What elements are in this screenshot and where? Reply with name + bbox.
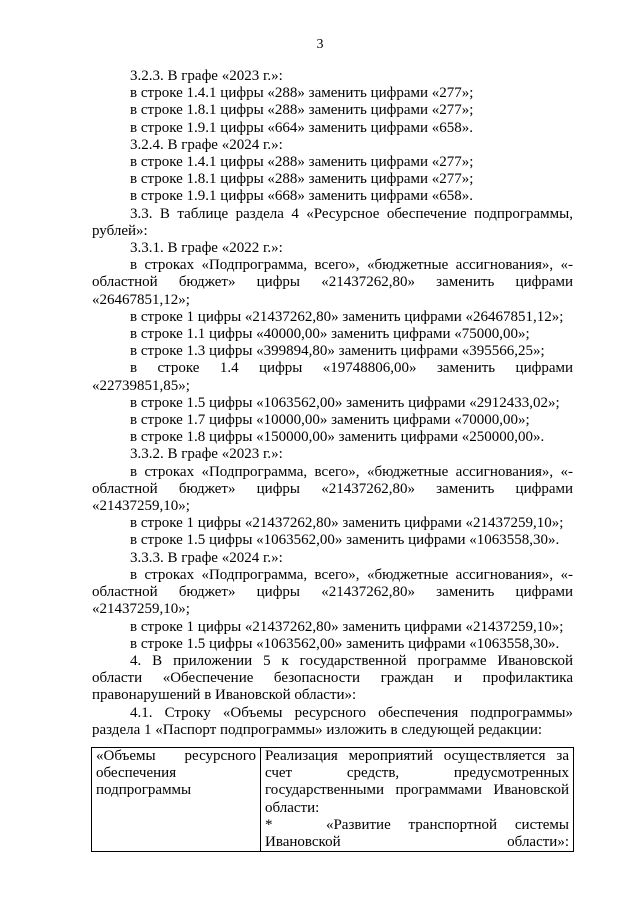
- paragraph: 3.3. В таблице раздела 4 «Ресурсное обеспечение подпрограммы, рублей»:: [92, 205, 573, 239]
- page-number: 3: [316, 37, 324, 52]
- paragraph: в строках «Подпрограмма, всего», «бюджетные ассигнования», «- областной бюджет» цифры «21437262,80» заменить цифрами «21437259,10»;: [92, 566, 573, 618]
- paragraph: 4.1. Строку «Объемы ресурсного обеспечения подпрограммы» раздела 1 «Паспорт подпрограммы» изложить в следующей редакции:: [92, 704, 573, 738]
- paragraph: 3.2.3. В графе «2023 г.»:: [130, 68, 283, 84]
- table-bullet: [265, 817, 569, 851]
- table-label-text: «Объемы ресурсного обеспечения подпрограммы: [96, 748, 256, 799]
- paragraph: в строке 1 цифры «21437262,80» заменить цифрами «21437259,10»;: [130, 618, 564, 635]
- paragraph: в строке 1.3 цифры «399894,80» заменить цифрами «395566,25»;: [130, 343, 545, 360]
- paragraph: в строке 1.5 цифры «1063562,00» заменить цифрами «1063558,30».: [130, 532, 560, 549]
- paragraph: в строке 1.9.1 цифры «668» заменить цифрами «658».: [130, 188, 474, 205]
- table-value-text: Реализация мероприятий осуществляется за счет средств, предусмотренных государственными программами Ивановской области:: [265, 748, 569, 816]
- bullet-text: «Развитие транспортной системы Ивановской области»:: [265, 816, 570, 851]
- paragraph: в строке 1.5 цифры «1063562,00» заменить цифрами «2912433,02»;: [130, 394, 560, 411]
- paragraph: в строках «Подпрограмма, всего», «бюджетные ассигнования», «- областной бюджет» цифры «21437262,80» заменить цифрами «26467851,12»;: [92, 257, 573, 308]
- paragraph: 3.3.3. В графе «2024 г.»:: [130, 549, 283, 566]
- paragraph: 4. В приложении 5 к государственной программе Ивановской области «Обеспечение безопасности граждан и профилактика правонарушений в Ивановской области»:: [92, 652, 573, 704]
- bullet-marker: *: [265, 816, 273, 833]
- paragraph: в строке 1.8.1 цифры «288» заменить цифрами «277»;: [130, 102, 474, 119]
- paragraph: в строке 1.1 цифры «40000,00» заменить цифрами «75000,00»;: [130, 326, 530, 343]
- paragraph: в строке 1.8.1 цифры «288» заменить цифрами «277»;: [130, 171, 474, 188]
- document-body: [92, 68, 573, 739]
- paragraph: в строке 1.4 цифры «19748806,00» заменить цифрами «22739851,85»;: [92, 360, 573, 394]
- paragraph: в строке 1.5 цифры «1063562,00» заменить цифрами «1063558,30».: [130, 635, 560, 652]
- paragraph: в строках «Подпрограмма, всего», «бюджетные ассигнования», «- областной бюджет» цифры «21437262,80» заменить цифрами «21437259,10»;: [92, 463, 573, 515]
- paragraph: в строке 1.8 цифры «150000,00» заменить цифрами «250000,00».: [130, 429, 545, 446]
- paragraph: в строке 1 цифры «21437262,80» заменить цифрами «21437259,10»;: [130, 515, 564, 532]
- paragraph: 3.2.4. В графе «2024 г.»:: [130, 136, 283, 153]
- table-row: [92, 748, 574, 852]
- passport-table: [91, 747, 574, 852]
- table-value-cell: [261, 748, 574, 852]
- paragraph: в строке 1.4.1 цифры «288» заменить цифрами «277»;: [130, 154, 474, 171]
- paragraph: 3.3.2. В графе «2023 г.»:: [130, 446, 283, 463]
- paragraph: в строке 1.7 цифры «10000,00» заменить цифрами «70000,00»;: [130, 412, 530, 429]
- table-label-cell: [92, 748, 261, 852]
- paragraph: в строке 1 цифры «21437262,80» заменить цифрами «26467851,12»;: [130, 308, 564, 325]
- paragraph: 3.3.1. В графе «2022 г.»:: [130, 240, 283, 257]
- paragraph: в строке 1.4.1 цифры «288» заменить цифрами «277»;: [130, 85, 474, 102]
- paragraph: в строке 1.9.1 цифры «664» заменить цифрами «658».: [130, 119, 474, 136]
